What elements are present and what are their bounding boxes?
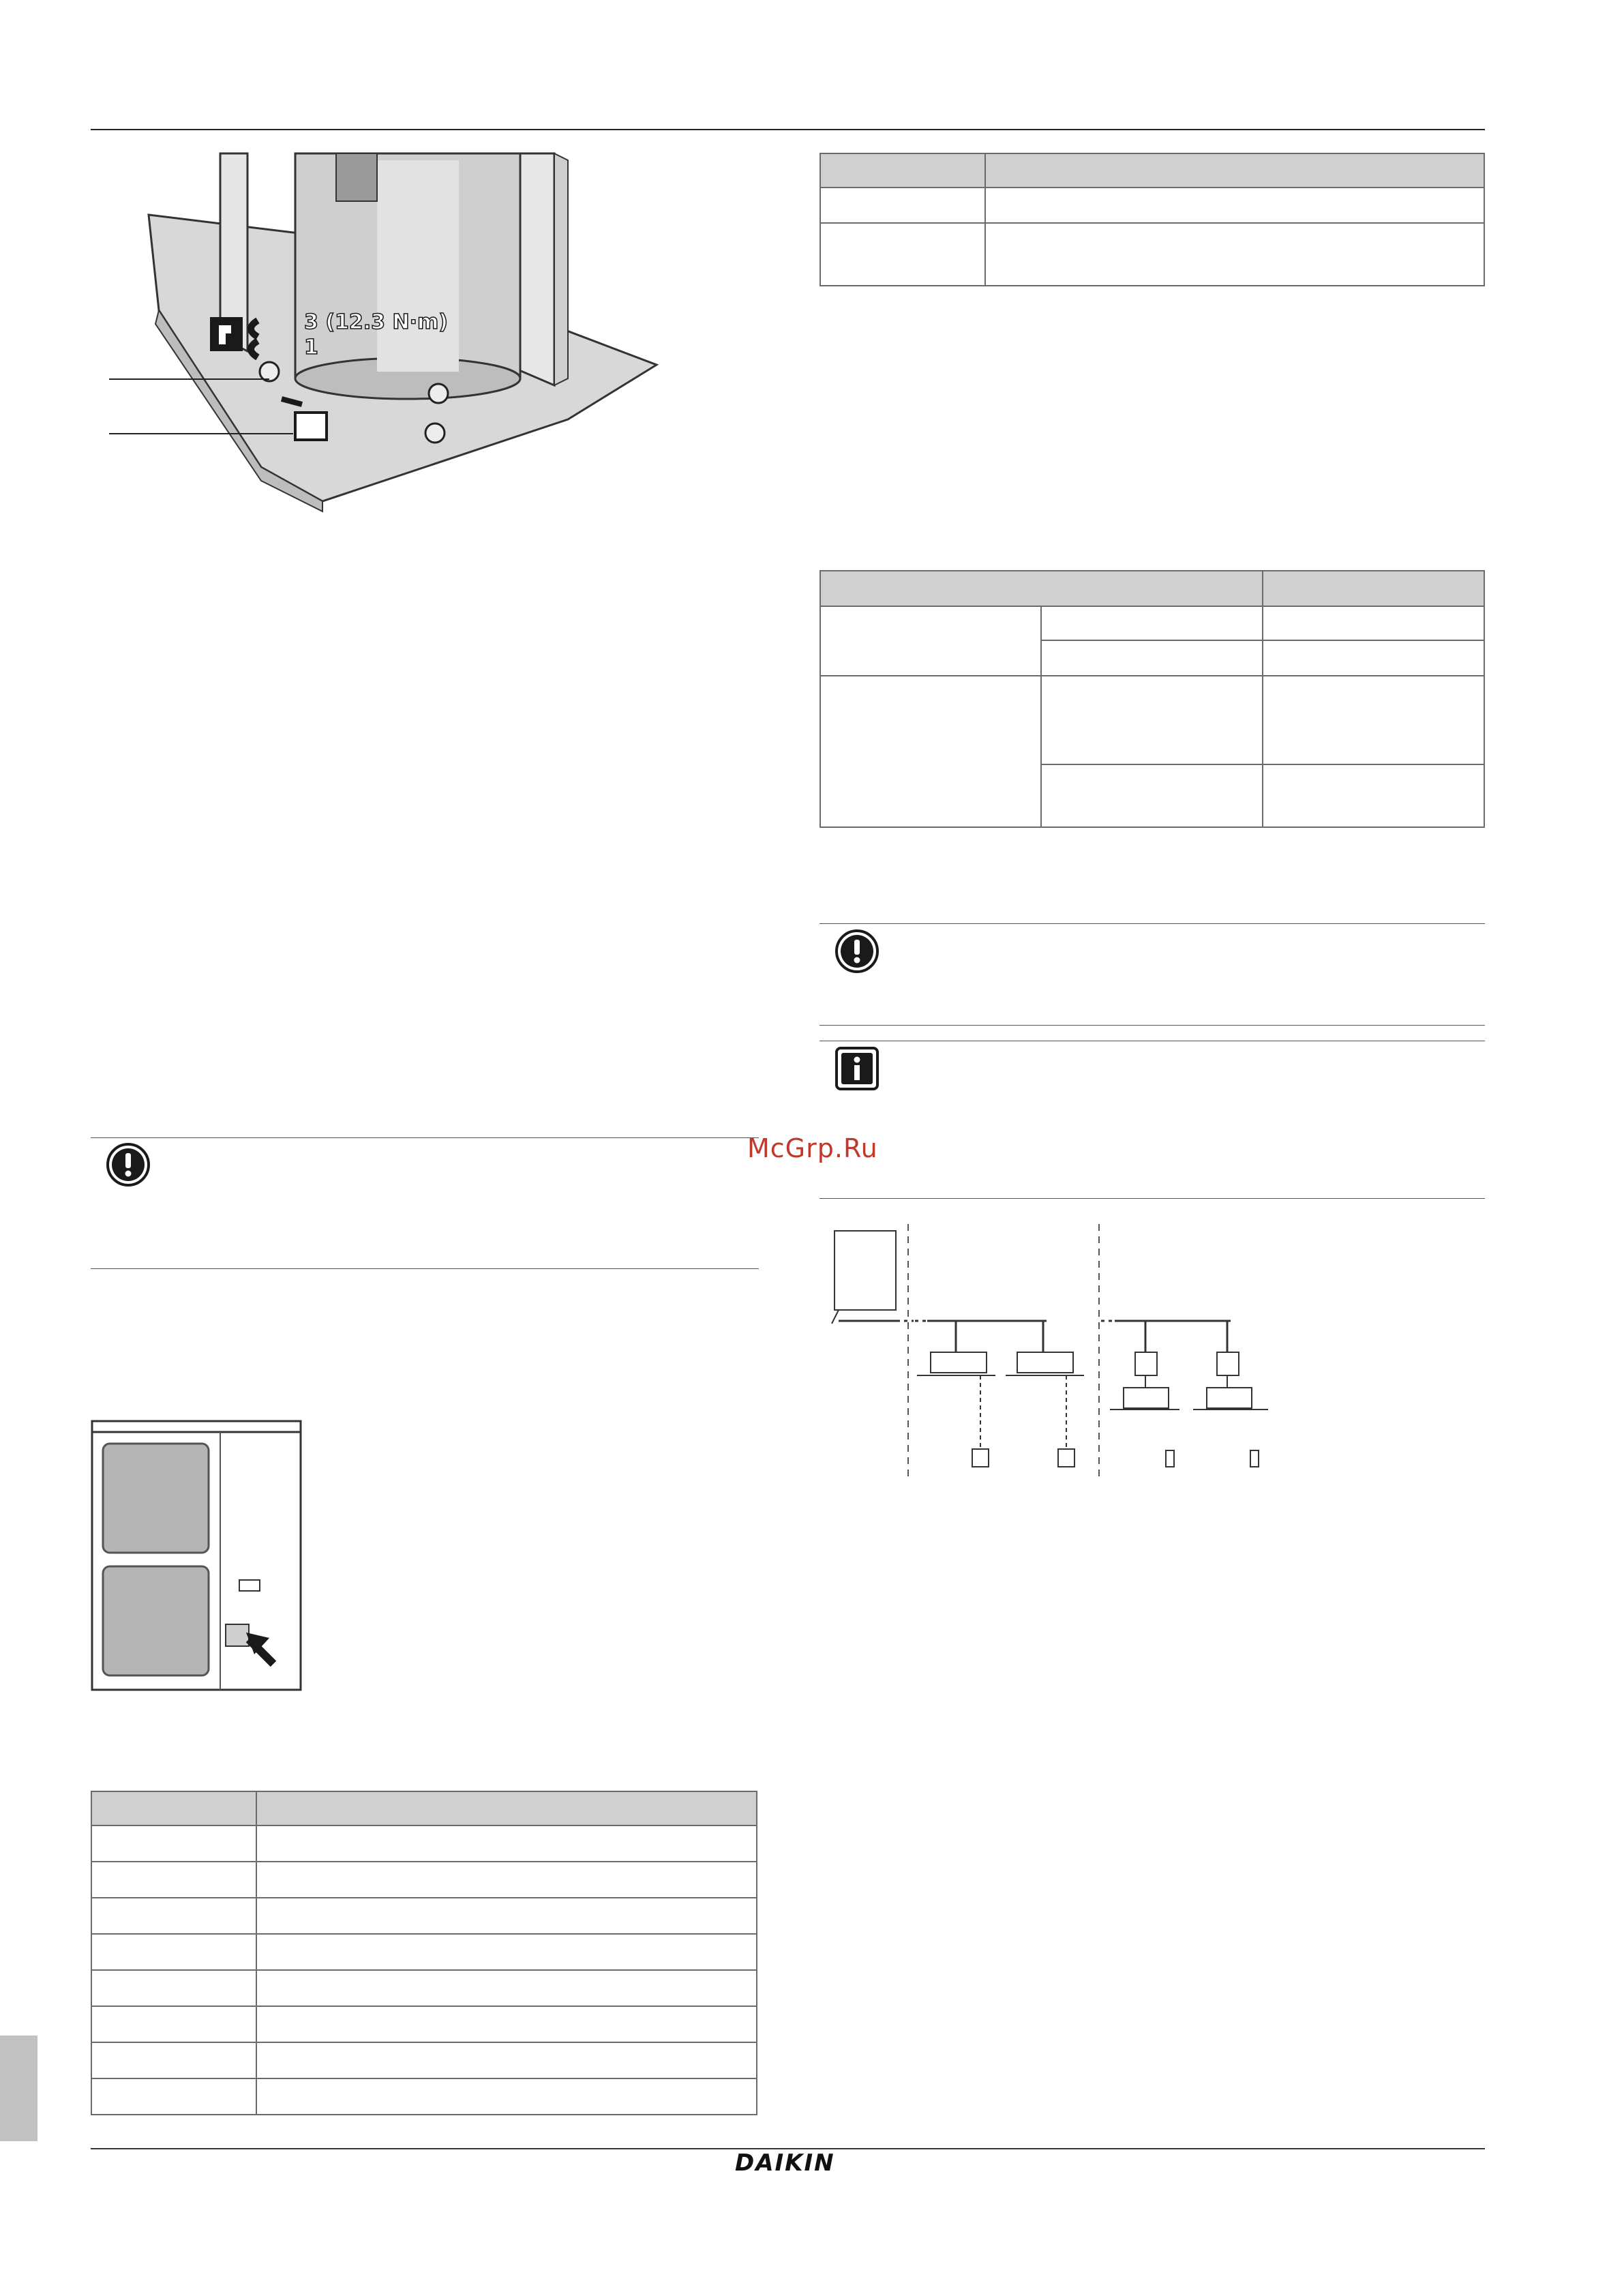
system-wiring-diagram: [825, 1224, 1275, 1476]
exclamation-icon: [834, 929, 879, 974]
table-row: [91, 1825, 757, 1862]
exclamation-icon: [106, 1142, 151, 1187]
table-row: [91, 2042, 757, 2078]
table-row: [91, 2006, 757, 2042]
callout-line-1: [109, 378, 269, 380]
table-right-top: [819, 153, 1485, 286]
callout-line-2: [109, 433, 293, 434]
watermark-text: McGrp.Ru: [747, 1133, 878, 1163]
table-row: [91, 1898, 757, 1934]
table-row: [91, 2078, 757, 2115]
notice-right-bottom-rule: [819, 1025, 1485, 1026]
table-row: [820, 188, 1484, 223]
table-row: [820, 223, 1484, 286]
info-icon: [834, 1046, 879, 1091]
table-header-cell: [820, 571, 1263, 606]
unit-front-diagram: [91, 1420, 302, 1691]
table-row: [820, 676, 1484, 764]
notice-left-top-rule: [91, 1137, 759, 1138]
table-header-cell: [1263, 571, 1484, 606]
notice-left-bottom-rule: [91, 1268, 759, 1269]
table-header-cell: [985, 153, 1484, 188]
table-row: [91, 1970, 757, 2006]
chapter-side-tab: [0, 2036, 37, 2141]
torque-value-label: 3 (12.3 N·m): [304, 310, 448, 334]
table-row: [91, 1862, 757, 1898]
table-right-mid: [819, 570, 1485, 828]
table-left-bottom: [91, 1791, 757, 2115]
header-rule: [91, 129, 1485, 130]
notice-right-top-rule: [819, 923, 1485, 924]
table-header-cell: [820, 153, 985, 188]
table-row: [91, 1934, 757, 1970]
daikin-logo: DAIKIN: [735, 2149, 835, 2177]
table-header-cell: [256, 1791, 757, 1825]
info-bottom-rule: [819, 1198, 1485, 1199]
table-header-cell: [91, 1791, 256, 1825]
table-row: [820, 606, 1484, 640]
turn-count-label: 1: [304, 336, 318, 359]
